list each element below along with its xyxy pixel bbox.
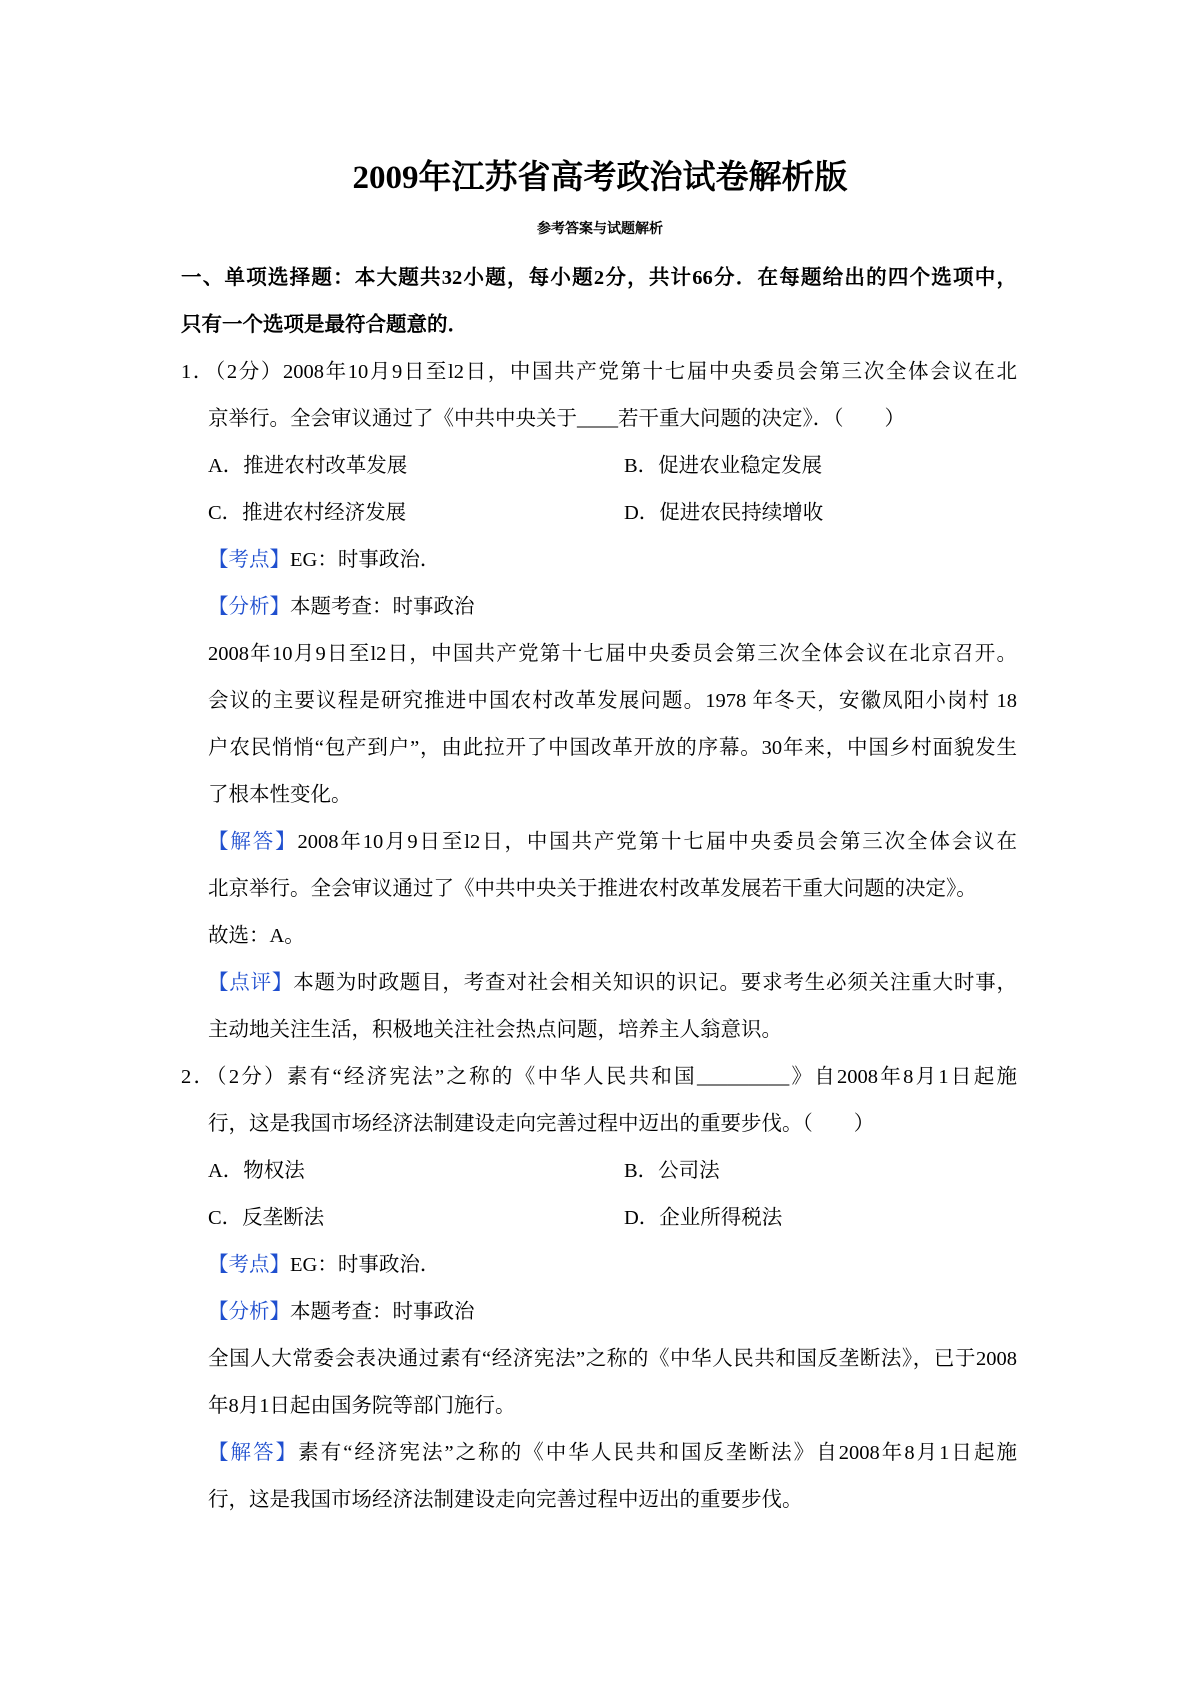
fenxi-label: 【分析】: [208, 596, 290, 618]
q2-jieda-line-2: 行，这是我国市场经济法制建设走向完善过程中迈出的重要步伐。: [208, 1489, 803, 1511]
q1-jieda-line-2: 北京举行。全会审议通过了《中共中央关于推进农村改革发展若干重大问题的决定》。: [208, 878, 977, 900]
fenxi-label: 【分析】: [208, 1301, 290, 1323]
q2-jieda-line-1: [181, 1430, 1017, 1477]
q1-fenxi: [181, 584, 1017, 631]
section-heading-line-2: 只有一个选项是最符合题意的．: [181, 314, 468, 336]
q2-option-a: A．物权法: [208, 1160, 305, 1182]
jieda-label: 【解答】: [208, 831, 298, 853]
q1-stem-line-1: 1．（2分）2008年10月9日至l2日，中国共产党第十七届中央委员会第三次全体会议在北: [181, 361, 1017, 383]
q1-answer-choice: 故选：A。: [208, 925, 305, 947]
jieda-text: 素有“经济宪法”之称的《中华人民共和国反垄断法》自2008年8月1日起施: [298, 1442, 1018, 1464]
q2-options-row-1: [181, 1148, 1017, 1195]
q1-options-row-1: [181, 443, 1017, 490]
kaodian-label: 【考点】: [208, 1254, 290, 1276]
q1-fenxi-line-4: 了根本性变化。: [208, 784, 352, 806]
fenxi-text: 本题考查：时事政治: [290, 596, 475, 618]
q1-jieda-line-1: [181, 819, 1017, 866]
q1-option-b: B．促进农业稳定发展: [624, 455, 823, 477]
q1-dianping-line-2: 主动地关注生活，积极地关注社会热点问题，培养主人翁意识。: [208, 1019, 782, 1041]
q2-options-row-2: [181, 1195, 1017, 1242]
kaodian-text: EG：时事政治．: [290, 549, 441, 571]
q1-kaodian: [181, 537, 1017, 584]
q1-fenxi-line-1: 2008年10月9日至l2日，中国共产党第十七届中央委员会第三次全体会议在北京召开。: [208, 643, 1017, 665]
q1-dianping-line-1: [181, 960, 1017, 1007]
q2-option-c: C．反垄断法: [208, 1207, 325, 1229]
q1-fenxi-line-3: 户农民悄悄“包产到户”，由此拉开了中国改革开放的序幕。30年来，中国乡村面貌发生: [208, 737, 1017, 759]
q2-option-d: D．企业所得税法: [624, 1207, 783, 1229]
document-body: [181, 255, 1017, 1524]
q2-stem-line-1: 2．（2分）素有“经济宪法”之称的《中华人民共和国_________》自2008年8月1日起施: [181, 1066, 1017, 1088]
jieda-label: 【解答】: [208, 1442, 299, 1464]
section-heading-line-1: 一、单项选择题：本大题共32小题，每小题2分，共计66分．在每题给出的四个选项中，: [181, 267, 1017, 289]
q2-fenxi-line-1: 全国人大常委会表决通过素有“经济宪法”之称的《中华人民共和国反垄断法》，已于2008: [208, 1348, 1017, 1370]
q1-option-c: C．推进农村经济发展: [208, 502, 407, 524]
document-title: 2009年江苏省高考政治试卷解析版: [352, 160, 848, 196]
q2-option-b: B．公司法: [624, 1160, 720, 1182]
kaodian-label: 【考点】: [208, 549, 290, 571]
q1-option-a: A．推进农村改革发展: [208, 455, 408, 477]
fenxi-text: 本题考查：时事政治: [290, 1301, 475, 1323]
q1-stem-line-2: 京举行。全会审议通过了《中共中央关于____若干重大问题的决定》．（ ）: [208, 408, 905, 430]
q1-options-row-2: [181, 490, 1017, 537]
q2-stem-line-2: 行，这是我国市场经济法制建设走向完善过程中迈出的重要步伐。（ ）: [208, 1113, 875, 1135]
kaodian-text: EG：时事政治．: [290, 1254, 441, 1276]
q2-fenxi-line-2: 年8月1日起由国务院等部门施行。: [208, 1395, 516, 1417]
q2-fenxi: [181, 1289, 1017, 1336]
q1-option-d: D．促进农民持续增收: [624, 502, 824, 524]
dianping-label: 【点评】: [208, 972, 294, 994]
document-subtitle: 参考答案与试题解析: [537, 222, 663, 237]
q1-fenxi-line-2: 会议的主要议程是研究推进中国农村改革发展问题。1978 年冬天，安徽凤阳小岗村 18: [208, 690, 1017, 712]
q2-kaodian: [181, 1242, 1017, 1289]
jieda-text: 2008年10月9日至l2日，中国共产党第十七届中央委员会第三次全体会议在: [297, 831, 1017, 853]
dianping-text: 本题为时政题目，考查对社会相关知识的识记。要求考生必须关注重大时事，: [293, 972, 1018, 994]
